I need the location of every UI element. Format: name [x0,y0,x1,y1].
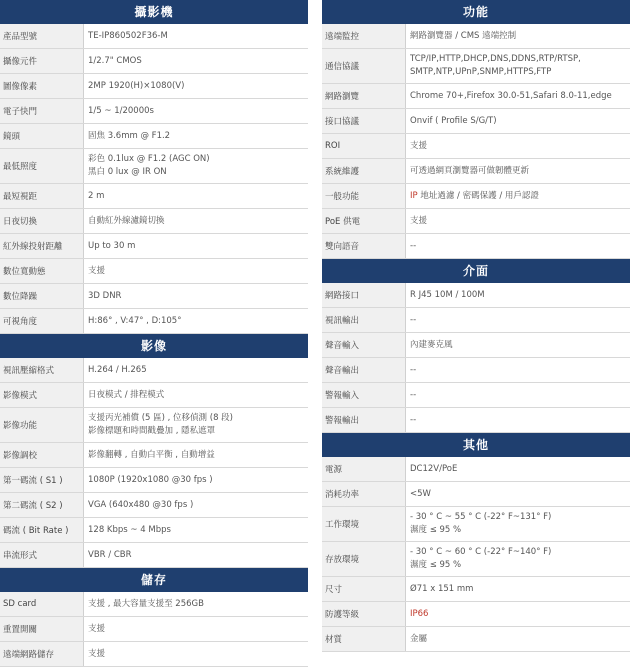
spec-label: 第一碼流 ( S1 ) [0,468,84,492]
spec-value-line: 支援 [410,215,428,226]
spec-value [406,482,630,506]
spec-value [406,49,630,83]
spec-row [322,184,630,209]
spec-value [84,24,308,48]
spec-label: 最短視距 [0,184,84,208]
spec-value [406,109,630,133]
spec-value [406,627,630,651]
spec-value [84,592,308,616]
spec-row [0,408,308,443]
spec-value-line: H:86° , V:47° , D:105° [88,315,182,326]
spec-row [322,49,630,84]
spec-value-line: 濕度 ≤ 95 % [410,560,462,570]
spec-value [84,99,308,123]
spec-row [0,234,308,259]
spec-row [322,358,630,383]
spec-label: ROI [322,134,406,158]
spec-label: 警報輸入 [322,383,406,407]
spec-row [0,518,308,543]
spec-label: 圖像像素 [0,74,84,98]
spec-label: 可視角度 [0,309,84,333]
spec-value-line: -- [410,364,417,375]
spec-value-line: 影像標題和時間戳疊加 , 隱私遮罩 [88,426,216,436]
spec-value [84,358,308,382]
spec-label: 碼流 ( Bit Rate ) [0,518,84,542]
spec-value-line: 支援 [410,140,428,151]
spec-value-line: 自動紅外線濾鏡切換 [88,215,165,226]
left-spec-column [0,0,308,667]
spec-label: 防護等級 [322,602,406,626]
spec-row [0,617,308,642]
spec-value-line: TE-IP860502F36-M [88,30,168,41]
spec-label: 攝像元件 [0,49,84,73]
spec-value [84,617,308,641]
section-header: 介面 [322,259,630,283]
spec-value-line: <5W [410,488,431,499]
spec-row [0,259,308,284]
spec-value-line: 內建麥克風 [410,339,453,350]
spec-label: 鏡頭 [0,124,84,148]
spec-label: 網路接口 [322,283,406,307]
spec-row [0,642,308,667]
section-header: 功能 [322,0,630,24]
spec-value [406,542,630,576]
spec-value-line: 支援 [88,265,106,276]
spec-value-line: Chrome 70+,Firefox 30.0-51,Safari 8.0-11,edge [410,90,612,101]
spec-value [406,507,630,541]
spec-value-line: 彩色 0.1lux @ F1.2 (AGC ON) [88,154,210,164]
spec-value [84,309,308,333]
spec-row [322,383,630,408]
spec-value [84,49,308,73]
spec-row [322,283,630,308]
spec-row [322,577,630,602]
spec-value-line: 2MP 1920(H)×1080(V) [88,80,185,91]
spec-label: 視訊壓縮格式 [0,358,84,382]
spec-label: 聲音輸出 [322,358,406,382]
spec-value-line: 固焦 3.6mm @ F1.2 [88,130,171,141]
spec-value-line: -- [410,389,417,400]
spec-value [406,577,630,601]
spec-value-line: 1/5 ~ 1/20000s [88,105,154,116]
spec-label: 消耗功率 [322,482,406,506]
spec-label: 最低照度 [0,149,84,183]
spec-row [322,24,630,49]
spec-value [406,408,630,432]
spec-value-line: 網路瀏覽器 / CMS 遠端控制 [410,30,517,41]
spec-row [322,209,630,234]
spec-row [322,602,630,627]
spec-label: 一般功能 [322,184,406,208]
spec-value-line: 影像翻轉 , 自動白平衡 , 自動增益 [88,449,215,460]
spec-label: 產品型號 [0,24,84,48]
spec-row [0,74,308,99]
spec-value [84,149,308,183]
spec-value-line: 支援 , 最大容量支援至 256GB [88,598,204,609]
section-header: 儲存 [0,568,308,592]
spec-value [406,283,630,307]
spec-value-line: 1080P (1920x1080 @30 fps ) [88,474,213,485]
spec-label: 材質 [322,627,406,651]
spec-label: 第二碼流 ( S2 ) [0,493,84,517]
spec-label: 遠端網路儲存 [0,642,84,666]
spec-value-line: VGA (640x480 @30 fps ) [88,499,194,510]
spec-row [322,457,630,482]
spec-value-line: -- [410,414,417,425]
spec-value [84,284,308,308]
spec-value-line: 128 Kbps ~ 4 Mbps [88,524,171,535]
spec-value-line: 可透過網頁瀏覽器可做韌體更新 [410,165,530,176]
section-header: 影像 [0,334,308,358]
spec-label: 通信協議 [322,49,406,83]
spec-value-line: 1/2.7" CMOS [88,55,142,66]
spec-value [84,408,308,442]
spec-value [406,184,630,208]
spec-label: 重置開關 [0,617,84,641]
spec-label: 數位寬動態 [0,259,84,283]
spec-value-line: Up to 30 m [88,240,136,251]
spec-label: 紅外線投射距離 [0,234,84,258]
spec-row [0,592,308,617]
spec-label: 影像功能 [0,408,84,442]
spec-row [322,507,630,542]
spec-value [84,234,308,258]
spec-value-line: SMTP,NTP,UPnP,SNMP,HTTPS,FTP [410,67,552,77]
spec-value [406,358,630,382]
spec-value-line: TCP/IP,HTTP,DHCP,DNS,DDNS,RTP/RTSP, [410,54,581,64]
spec-row [0,284,308,309]
spec-value [84,209,308,233]
spec-value [406,234,630,258]
spec-value-line: -- [410,314,417,325]
spec-row [0,49,308,74]
spec-row [322,109,630,134]
spec-label: 影像調校 [0,443,84,467]
spec-row [322,134,630,159]
spec-value-line: 金屬 [410,633,428,644]
spec-value [84,124,308,148]
spec-label: 遠端監控 [322,24,406,48]
spec-row [322,408,630,433]
spec-row [0,358,308,383]
spec-value-line: IP66 [410,608,429,619]
spec-value-line: 黑白 0 lux @ IR ON [88,167,167,177]
spec-row [322,159,630,184]
spec-value [84,443,308,467]
spec-row [322,308,630,333]
spec-label: 接口協議 [322,109,406,133]
spec-value-line: R J45 10M / 100M [410,289,485,300]
spec-value-line: 2 m [88,190,105,201]
spec-value-line: H.264 / H.265 [88,364,147,375]
spec-row [0,309,308,334]
spec-label: 串流形式 [0,543,84,567]
spec-value-line: 日夜模式 / 排程模式 [88,389,165,400]
spec-value [406,24,630,48]
spec-value-line: 3D DNR [88,290,122,301]
spec-row [0,149,308,184]
spec-value [84,184,308,208]
spec-row [322,333,630,358]
section-header: 攝影機 [0,0,308,24]
spec-label: 警報輸出 [322,408,406,432]
spec-row [0,493,308,518]
spec-value [84,642,308,666]
spec-value [406,308,630,332]
spec-value [406,134,630,158]
spec-row [0,543,308,568]
right-spec-column [322,0,630,652]
spec-value [406,602,630,626]
spec-label: 電子快門 [0,99,84,123]
spec-row [0,383,308,408]
spec-value [84,493,308,517]
spec-value-line: 支援 [88,648,106,659]
spec-label: 數位降躁 [0,284,84,308]
spec-row [322,234,630,259]
spec-label: SD card [0,592,84,616]
spec-value [406,383,630,407]
spec-value-line: 支援丙光補償 (5 區) , 位移偵測 (8 段) [88,413,233,423]
spec-row [0,99,308,124]
spec-label: PoE 供電 [322,209,406,233]
spec-label: 影像模式 [0,383,84,407]
spec-row [322,482,630,507]
spec-row [322,542,630,577]
spec-label: 聲音輸入 [322,333,406,357]
spec-label: 系統維護 [322,159,406,183]
spec-row [0,443,308,468]
spec-value-line: 濕度 ≤ 95 % [410,525,462,535]
spec-row [322,84,630,109]
spec-row [0,124,308,149]
spec-value-line: - 30 ° C ~ 55 ° C (-22° F~131° F) [410,512,552,522]
spec-label: 視訊輸出 [322,308,406,332]
spec-label: 電源 [322,457,406,481]
spec-value [84,543,308,567]
spec-value [406,333,630,357]
spec-value [84,468,308,492]
section-header: 其他 [322,433,630,457]
spec-row [0,209,308,234]
spec-row [0,184,308,209]
spec-value-line: DC12V/PoE [410,463,458,474]
spec-value [84,259,308,283]
spec-value [406,159,630,183]
spec-label: 網路瀏覽 [322,84,406,108]
spec-value-line: IP 地址過濾 / 密碼保護 / 用戶認證 [410,190,539,201]
spec-value-line: - 30 ° C ~ 60 ° C (-22° F~140° F) [410,547,552,557]
spec-value [84,518,308,542]
spec-label: 日夜切換 [0,209,84,233]
spec-label: 尺寸 [322,577,406,601]
spec-label: 雙向語音 [322,234,406,258]
spec-value [406,457,630,481]
spec-value-line: Ø71 x 151 mm [410,583,474,594]
spec-label: 存放環境 [322,542,406,576]
spec-value-line: 支援 [88,623,106,634]
spec-row [0,468,308,493]
spec-value-line: VBR / CBR [88,549,132,560]
spec-row [0,24,308,49]
spec-value [84,74,308,98]
spec-value [84,383,308,407]
spec-label: 工作環境 [322,507,406,541]
spec-value-line: -- [410,240,417,251]
spec-value-line: Onvif ( Profile S/G/T) [410,115,497,126]
spec-value [406,84,630,108]
spec-value [406,209,630,233]
